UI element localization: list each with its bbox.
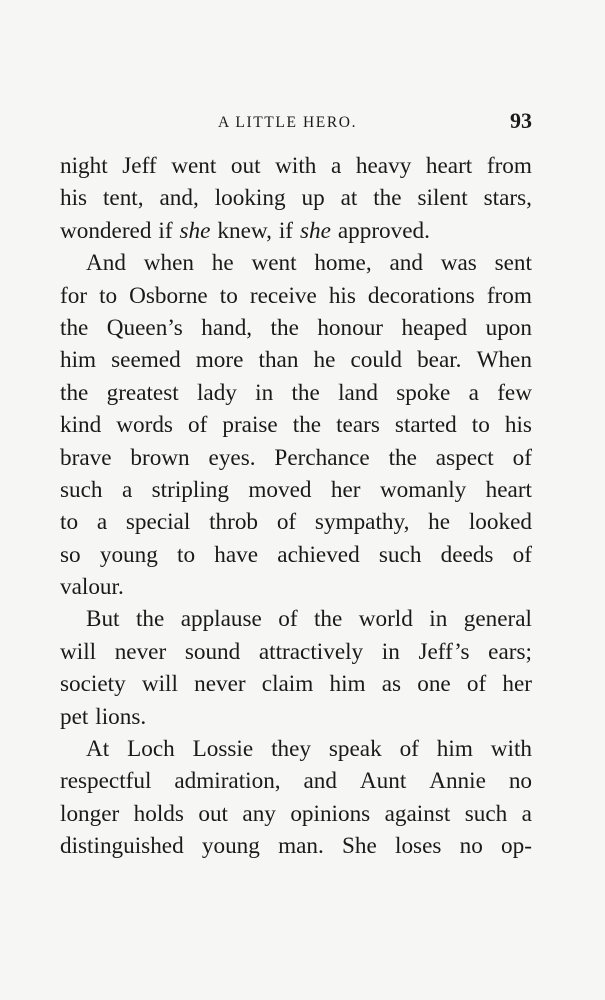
text-line: will never sound attractively in Jeff’s ears; xyxy=(60,638,532,665)
text-line: But the applause of the world in general xyxy=(86,606,532,633)
text-line: the greatest lady in the land spoke a few xyxy=(60,379,532,406)
text-line: distinguished young man. She loses no op- xyxy=(60,833,532,860)
text-line: longer holds out any opinions against such a xyxy=(60,800,532,827)
text-line: night Jeff went out with a heavy heart from xyxy=(60,153,532,179)
body-text xyxy=(60,150,532,863)
text-line: kind words of praise the tears started to his xyxy=(60,412,532,439)
text-line: wondered if she knew, if she approved. xyxy=(60,217,430,244)
text-line: pet lions. xyxy=(60,703,147,730)
text-line: his tent, and, looking up at the silent stars, xyxy=(60,185,532,212)
text-line: so young to have achieved such deeds of xyxy=(60,541,532,568)
text-line: respectful admiration, and Aunt Annie no xyxy=(60,768,532,795)
text-line: brave brown eyes. Perchance the aspect of xyxy=(60,444,532,471)
text-line: such a stripling moved her womanly heart xyxy=(60,476,532,503)
text-line: valour. xyxy=(60,574,124,601)
text-line: to a special throb of sympathy, he looked xyxy=(60,509,532,536)
page-header xyxy=(60,106,532,138)
text-line: the Queen’s hand, the honour heaped upon xyxy=(60,314,532,341)
text-line: him seemed more than he could bear. When xyxy=(60,347,532,374)
text-line: for to Osborne to receive his decorations from xyxy=(60,282,532,309)
text-line: And when he went home, and was sent xyxy=(86,250,532,277)
running-head: A LITTLE HERO. xyxy=(218,114,358,131)
text-line: society will never claim him as one of her xyxy=(60,671,532,698)
text-line: At Loch Lossie they speak of him with xyxy=(86,736,532,763)
page-number: 93 xyxy=(510,108,532,133)
